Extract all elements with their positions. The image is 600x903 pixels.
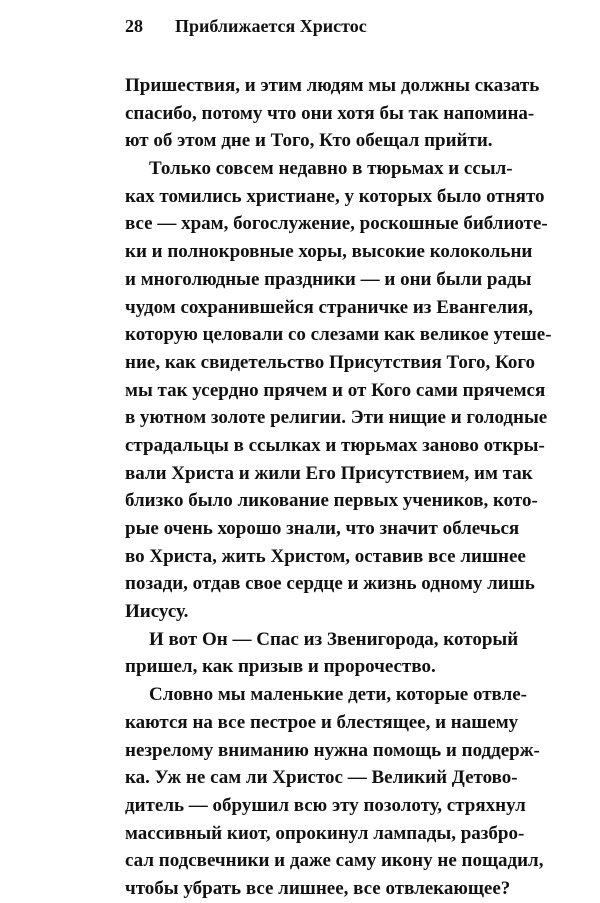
running-head (125, 16, 505, 40)
body-text (125, 72, 552, 903)
text-line: чудом сохранившейся страничке из Евангелия, (125, 296, 534, 318)
text-line: рые очень хорошо знали, что значит облечься (125, 518, 520, 539)
text-line: все — храм, богослужение, роскошные библиоте- (125, 213, 548, 235)
text-line: дитель — обрушил всю эту позолоту, стряхнул (125, 794, 526, 816)
text-line: чтобы убрать все лишнее, все отвлекающее? (125, 877, 511, 899)
page-number: 28 (125, 16, 143, 36)
text-line: и многолюдные праздники — и они были рады (125, 268, 532, 290)
text-line: которую целовали со слезами как великое утеше- (125, 324, 552, 346)
text-line: ка. Уж не сам ли Христос — Великий Детово- (125, 767, 518, 789)
text-line: мы так усердно прячем и от Кого сами прячемся (125, 379, 546, 401)
text-line: массивный киот, опрокинул лампады, разбро- (125, 822, 525, 844)
text-line: страдальцы в ссылках и тюрьмах заново откры- (125, 434, 545, 456)
text-line: Словно мы маленькие дети, которые отвле- (149, 684, 527, 706)
text-line: каются на все пестрое и блестящее, и нашему (125, 711, 519, 733)
running-title: Приближается Христос (175, 16, 367, 36)
text-line: ние, как свидетельство Присутствия Того, Кого (125, 351, 535, 373)
text-line: незрелому вниманию нужна помощь и поддерж- (125, 739, 540, 761)
text-line: позади, отдав свое сердце и жизнь одному лишь (125, 573, 535, 595)
text-line: ют об этом дне и Того, Кто обещал прийти. (125, 130, 493, 152)
text-line: спасибо, потому что они хотя бы так напомина- (125, 102, 535, 124)
text-line: близко было ликование первых учеников, кото- (125, 490, 538, 512)
text-line: во Христа, жить Христом, оставив все лишнее (125, 545, 526, 567)
text-line: пришел, как призыв и пророчество. (125, 656, 436, 678)
text-line: в уютном золоте религии. Эти нищие и голодные (125, 407, 548, 429)
text-line: сал подсвечники и даже саму икону не пощадил, (125, 850, 544, 872)
text-line: Только совсем недавно в тюрьмах и ссыл- (149, 158, 513, 180)
text-line: Пришествия, и этим людям мы должны сказать (125, 75, 540, 96)
text-line: И вот Он — Спас из Звенигорода, который (149, 628, 519, 650)
text-line: Иисусу. (125, 601, 189, 623)
text-line: ках томились христиане, у которых было отнято (125, 185, 545, 207)
text-line: вали Христа и жили Его Присутствием, им так (125, 462, 533, 484)
text-line: ки и полнокровные хоры, высокие колокольни (125, 241, 533, 263)
